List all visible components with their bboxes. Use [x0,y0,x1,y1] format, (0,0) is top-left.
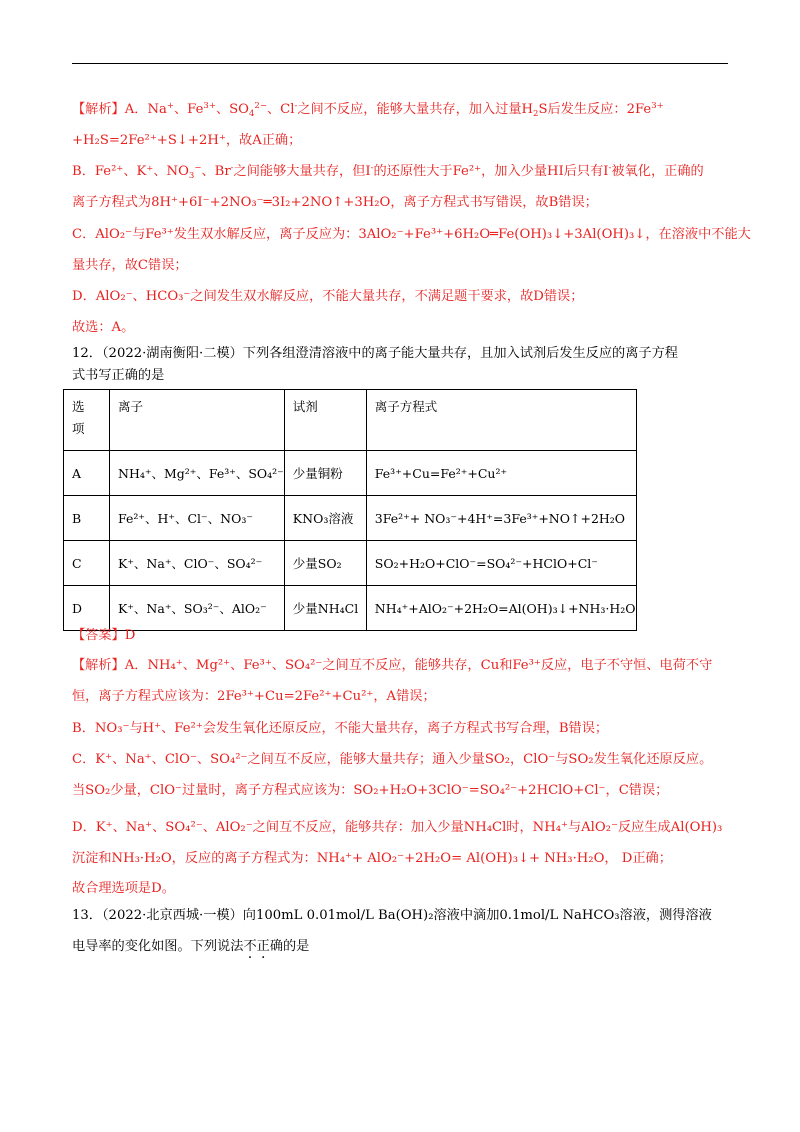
analysis-line-6: 量共存，故C错误； [72,258,188,273]
analysis-line-3: B．Fe²⁺、K⁺、$NO_3^-$、Br-之间能够大量共存，但I-的还原性大于Fe²⁺，加入少量HI后只有I-被氧化，正确的 [72,163,704,181]
question-12-line-1: 12．（2022·湖南衡阳·二模）下列各组澄清溶液中的离子能大量共存，且加入试剂后发生反应的离子方程 [72,346,678,361]
analysis-12-line-4: C．K⁺、Na⁺、ClO⁻、SO₄²⁻之间互不反应，能够大量共存；通入少量SO₂，ClO⁻与SO₂发生氧化还原反应。 [72,752,713,767]
option-label: C [64,541,110,586]
equation-cell: SO₂+H₂O+ClO⁻=SO₄²⁻+HClO+Cl⁻ [366,541,636,586]
question-13-line-2: 电导率的变化如图。下列说法不正确的是 [72,939,310,954]
analysis-line-4: 离子方程式为8H⁺+6I⁻+2NO₃⁻═3I₂+2NO↑+3H₂O，离子方程式书写错误，故B错误； [72,195,598,210]
table-header-row [64,390,637,451]
header-option: 选 项 [64,390,110,451]
reagent-cell: 少量铜粉 [284,451,366,496]
ions-cell: NH₄⁺、Mg²⁺、Fe³⁺、SO₄²⁻ [110,451,285,496]
header-equation: 离子方程式 [366,390,636,451]
analysis-line-8: 故选：A。 [72,320,135,335]
reagent-cell: KNO₃溶液 [284,496,366,541]
analysis-12-line-2: 恒，离子方程式应该为：2Fe³⁺+Cu=2Fe²⁺+Cu²⁺，A错误； [72,689,436,704]
analysis-line-1: 【解析】A．Na+、$Fe^{3+}$、$SO_4^{2-}$、Cl-之间不反应，能够大量共存，加入过量$H_2S$后发生反应：$2Fe^{3+}$ [72,101,664,119]
ions-cell: Fe²⁺、H⁺、Cl⁻、NO₃⁻ [110,496,285,541]
answer-label: 【答案】D [72,628,136,643]
question-12-line-2: 式书写正确的是 [72,368,165,383]
reagent-cell: 少量NH₄Cl [284,586,366,631]
header-rule [72,63,728,64]
option-label: D [64,586,110,631]
option-label: B [64,496,110,541]
emphasis-dot-char: 不 [243,939,257,954]
analysis-12-line-1: 【解析】A．NH₄⁺、Mg²⁺、Fe³⁺、SO₄²⁻之间互不反应，能够共存，Cu和Fe³⁺反应，电子不守恒、电荷不守 [72,658,713,673]
analysis-line-5: C．AlO₂⁻与Fe³⁺发生双水解反应，离子反应为：3AlO₂⁻+Fe³⁺+6H₂O═Fe(OH)₃↓+3Al(OH)₃↓，在溶液中不能大 [72,227,751,242]
table-row-b [64,496,637,541]
analysis-12-line-8: 故合理选项是D。 [72,881,175,896]
equation-cell: 3Fe²⁺+ NO₃⁻+4H⁺=3Fe³⁺+NO↑+2H₂O [366,496,636,541]
analysis-12-line-5: 当SO₂少量，ClO⁻过量时，离子方程式应该为：SO₂+H₂O+3ClO⁻=SO₄²⁻+2HClO+Cl⁻，C错误； [72,783,669,798]
header-ions: 离子 [110,390,285,451]
analysis-line-7: D．AlO₂⁻、HCO₃⁻之间发生双水解反应，不能大量共存，不满足题干要求，故D错误； [72,289,584,304]
header-reagent: 试剂 [284,390,366,451]
table-row-c [64,541,637,586]
ions-cell: K⁺、Na⁺、SO₃²⁻、AlO₂⁻ [110,586,285,631]
ions-cell: K⁺、Na⁺、ClO⁻、SO₄²⁻ [110,541,285,586]
analysis-line-2: +H₂S=2Fe²⁺+S↓+2H⁺，故A正确； [72,133,302,148]
question-13-line-1: 13．（2022·北京西城·一模）向100mL 0.01mol/L Ba(OH)₂溶液中滴加0.1mol/L NaHCO₃溶液，测得溶液 [72,908,712,923]
analysis-12-line-7: 沉淀和NH₃·H₂O，反应的离子方程式为：NH₄⁺+ AlO₂⁻+2H₂O= Al(OH)₃↓+ NH₃·H₂O， D正确； [72,851,672,866]
table-row-d [64,586,637,631]
options-table [63,389,637,631]
analysis-12-line-3: B．NO₃⁻与H⁺、Fe²⁺会发生氧化还原反应，不能大量共存，离子方程式书写合理，B错误； [72,721,609,736]
analysis-12-line-6: D．K⁺、Na⁺、SO₄²⁻、AlO₂⁻之间互不反应，能够共存：加入少量NH₄Cl时，NH₄⁺与AlO₂⁻反应生成Al(OH)₃ [72,820,723,835]
option-label: A [64,451,110,496]
table-row-a [64,451,637,496]
reagent-cell: 少量SO₂ [284,541,366,586]
equation-cell: NH₄⁺+AlO₂⁻+2H₂O=Al(OH)₃↓+NH₃·H₂O [366,586,636,631]
emphasis-dot-char: 正 [256,939,270,954]
equation-cell: Fe³⁺+Cu=Fe²⁺+Cu²⁺ [366,451,636,496]
